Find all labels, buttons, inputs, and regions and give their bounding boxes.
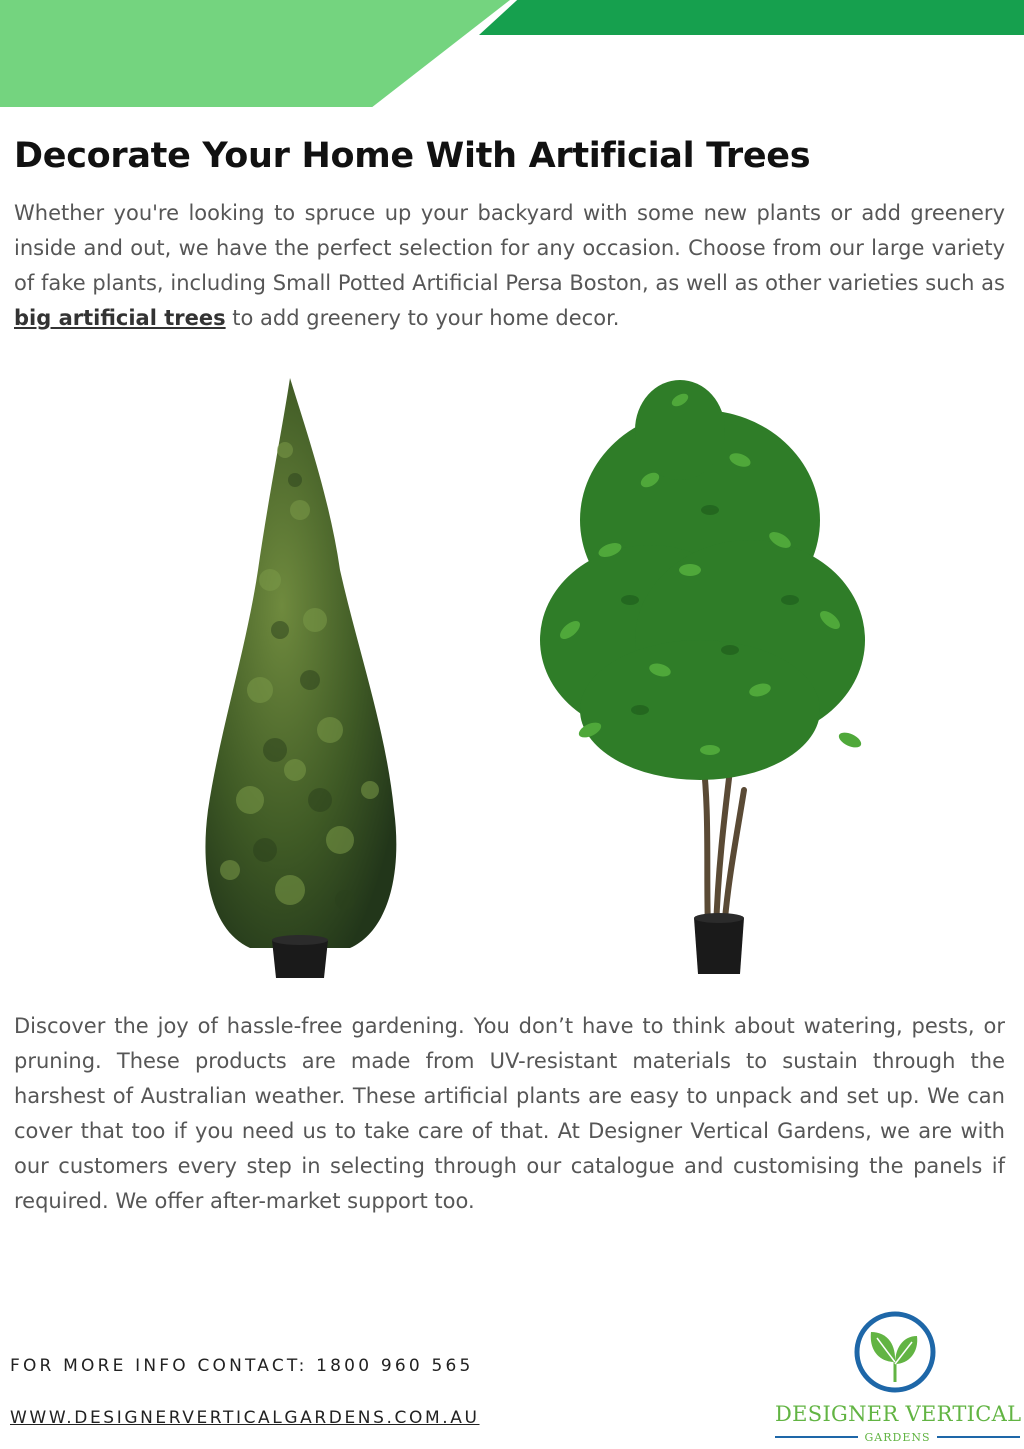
contact-phone: FOR MORE INFO CONTACT: 1800 960 565 bbox=[10, 1356, 474, 1376]
header-band-light bbox=[0, 0, 510, 107]
logo-sub: GARDENS bbox=[864, 1430, 931, 1444]
cypress-tree-image bbox=[190, 370, 410, 982]
ficus-tree-image bbox=[530, 370, 880, 980]
logo-divider-left bbox=[775, 1436, 858, 1438]
logo-name: DESIGNER VERTICAL bbox=[775, 1402, 1022, 1426]
company-logo bbox=[775, 1308, 1020, 1444]
page-title: Decorate Your Home With Artificial Trees bbox=[14, 136, 811, 176]
big-artificial-trees-link[interactable]: big artificial trees bbox=[14, 306, 226, 330]
logo-sub-row bbox=[775, 1430, 1020, 1444]
logo-divider-right bbox=[937, 1436, 1020, 1438]
intro-text-after: to add greenery to your home decor. bbox=[225, 306, 620, 330]
header-band-dark bbox=[479, 0, 1024, 35]
intro-paragraph bbox=[14, 196, 1005, 336]
website-link[interactable]: WWW.DESIGNERVERTICALGARDENS.COM.AU bbox=[10, 1408, 480, 1428]
body-paragraph: Discover the joy of hassle-free gardening. You don’t have to think about watering, pests, or pruning. These products are made from UV-resistant materials to sustain through the harshest of Australian weather. These artificial plants are easy to unpack and set up. We can cover that too if you need us to take care of that. At Designer Vertical Gardens, we are with our customers every step in selecting through our catalogue and customising the panels if required. We offer after-market support too. bbox=[14, 1014, 1005, 1213]
intro-text-before: Whether you're looking to spruce up your backyard with some new plants or add greenery inside and out, we have the perfect selection for any occasion. Choose from our large variety of fake plants, including Small Potted Artificial Persa Boston, as well as other varieties such as bbox=[14, 201, 1005, 295]
leaf-emblem-icon bbox=[775, 1308, 1020, 1400]
